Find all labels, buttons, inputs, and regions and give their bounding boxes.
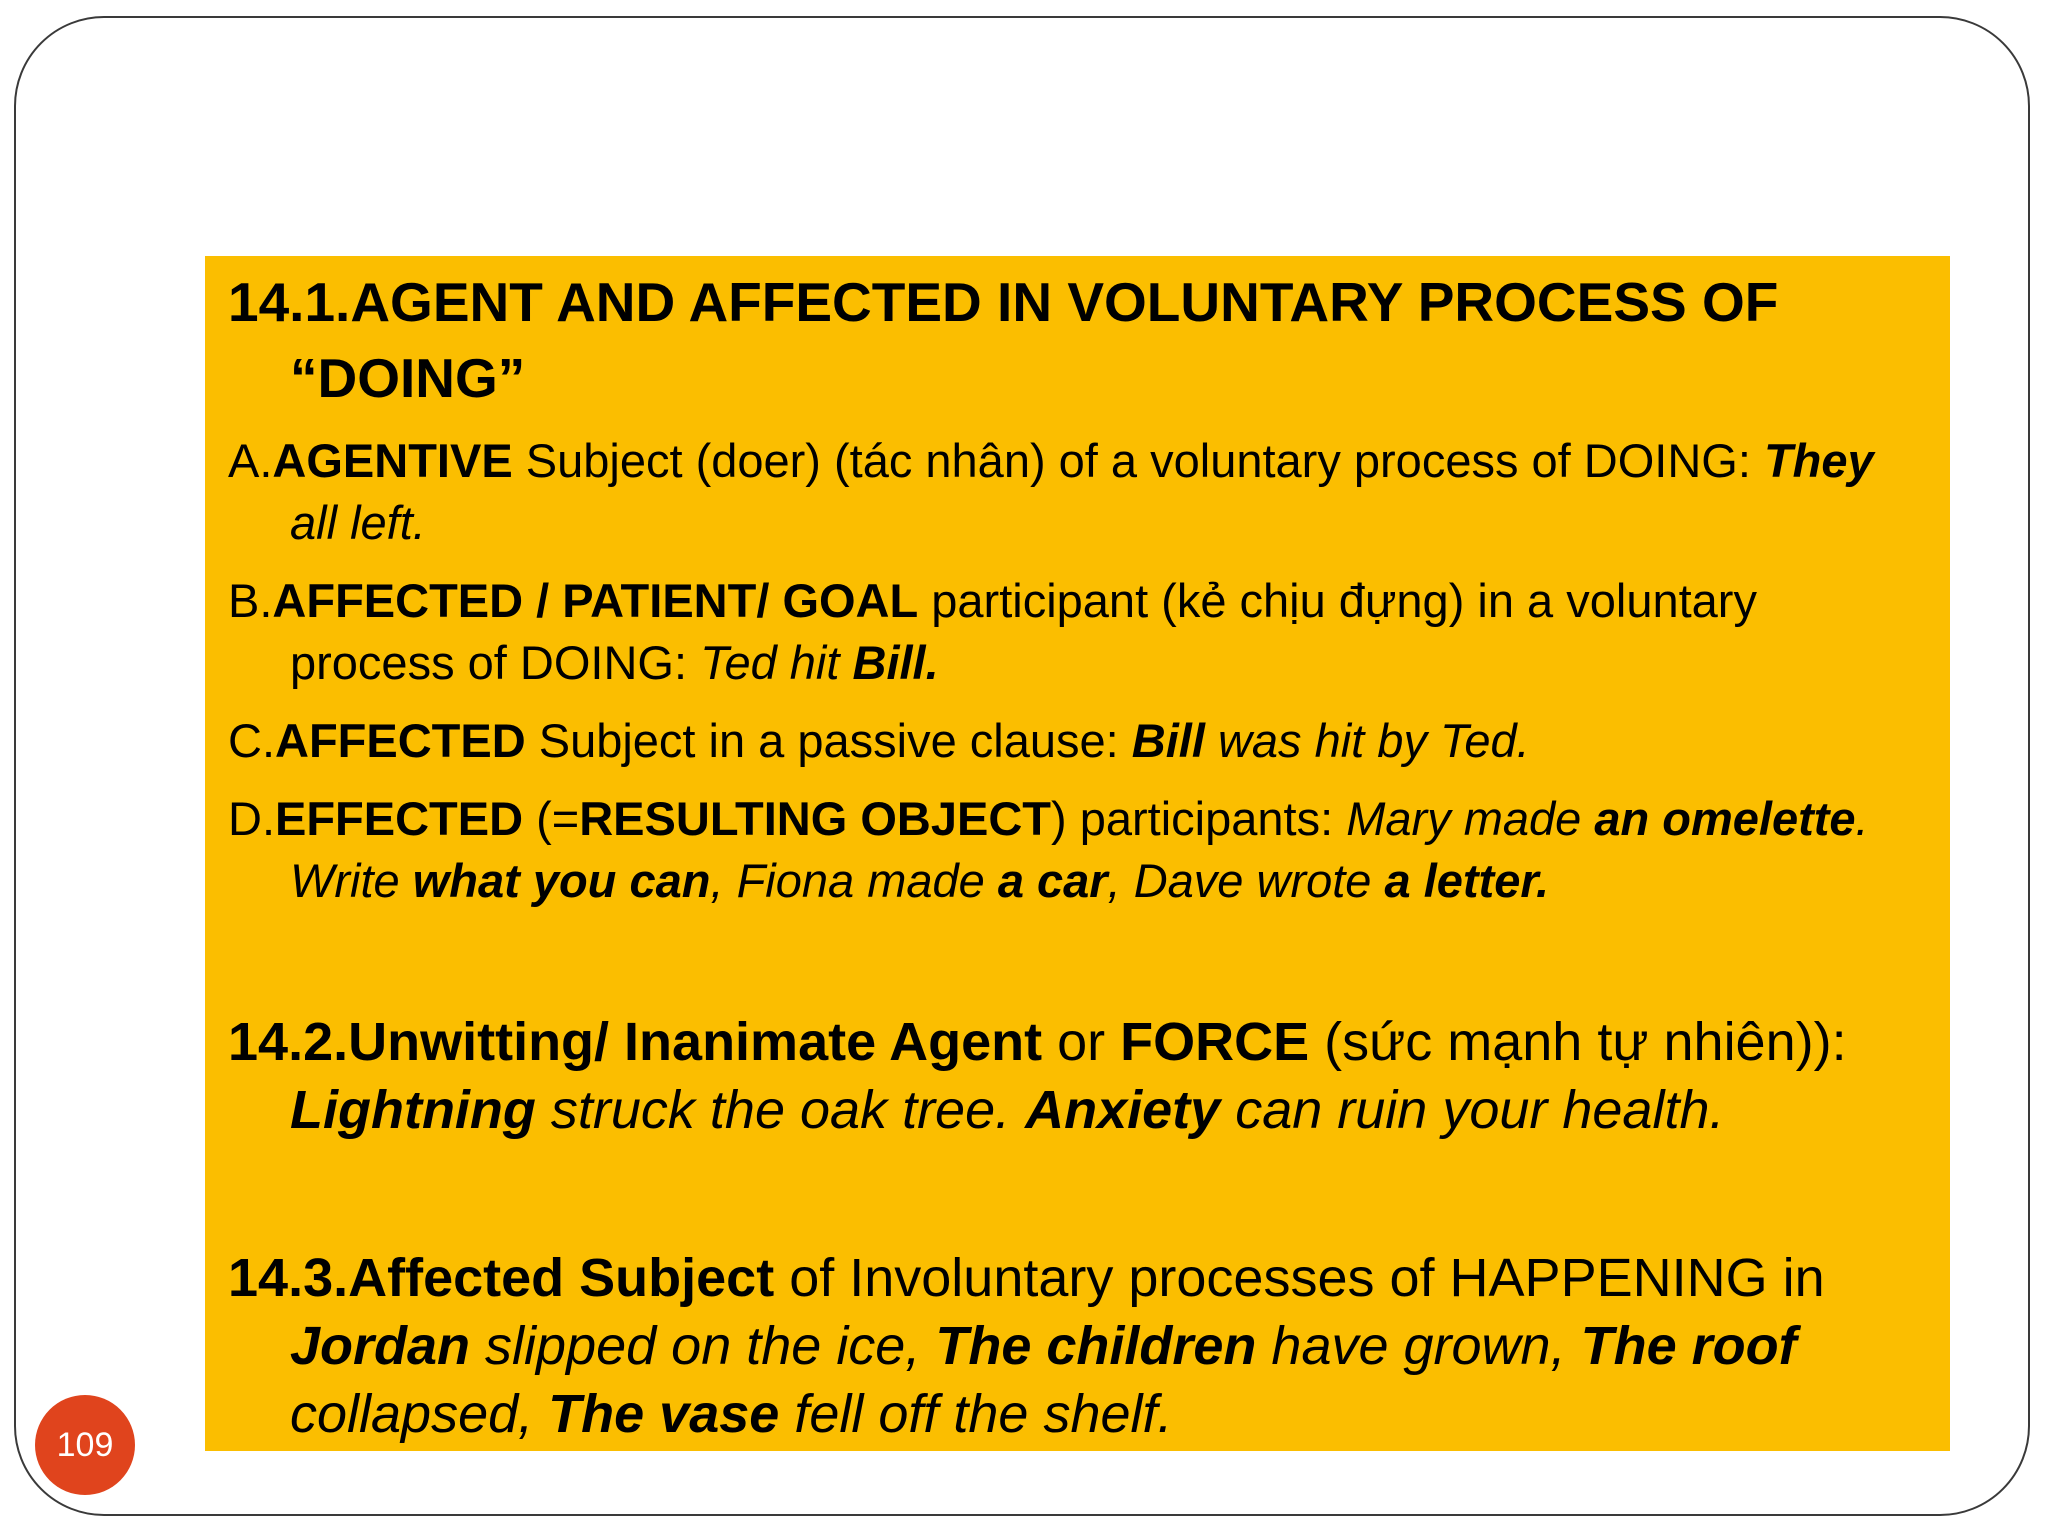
term-unwitting-agent: Unwitting/ Inanimate Agent bbox=[348, 1012, 1043, 1072]
term-resulting-object: RESULTING OBJECT bbox=[579, 792, 1052, 845]
page-number-badge: 109 bbox=[35, 1395, 135, 1495]
section-1-heading: 14.1.AGENT AND AFFECTED IN VOLUNTARY PROCESS OF “DOING” bbox=[228, 271, 1779, 409]
term-effected: EFFECTED bbox=[275, 792, 524, 845]
item-b: B.AFFECTED / PATIENT/ GOAL participant (kẻ chịu đựng) in a voluntary process of DOING: Ted hit Bill. bbox=[228, 574, 1757, 689]
section-2: 14.2.Unwitting/ Inanimate Agent or FORCE (sức mạnh tự nhiên)): Lightning struck the oak tree. Anxiety can ruin your health. bbox=[228, 1012, 1847, 1140]
example-bold: Bill bbox=[1131, 714, 1205, 767]
example-bold: Bill. bbox=[852, 636, 939, 689]
term-affected-subject: Affected Subject bbox=[348, 1248, 775, 1308]
term-force: FORCE bbox=[1120, 1012, 1310, 1072]
example-bold: They bbox=[1763, 434, 1874, 487]
section-3: 14.3.Affected Subject of Involuntary processes of HAPPENING in Jordan slipped on the ice, The children have grown, The roof collapsed, The vase fell off the shelf. bbox=[228, 1248, 1825, 1444]
term-affected: AFFECTED bbox=[275, 714, 526, 767]
item-a: A.AGENTIVE Subject (doer) (tác nhân) of a voluntary process of DOING: They all left. bbox=[228, 434, 1874, 549]
term-affected-patient-goal: AFFECTED / PATIENT/ GOAL bbox=[272, 574, 919, 627]
item-c: C.AFFECTED Subject in a passive clause: Bill was hit by Ted. bbox=[228, 714, 1530, 767]
item-d: D.EFFECTED (=RESULTING OBJECT) participants: Mary made an omelette. Write what you can, Fiona made a car, Dave wrote a letter. bbox=[228, 792, 1869, 907]
term-agentive: AGENTIVE bbox=[272, 434, 513, 487]
slide-content bbox=[228, 264, 1928, 1448]
